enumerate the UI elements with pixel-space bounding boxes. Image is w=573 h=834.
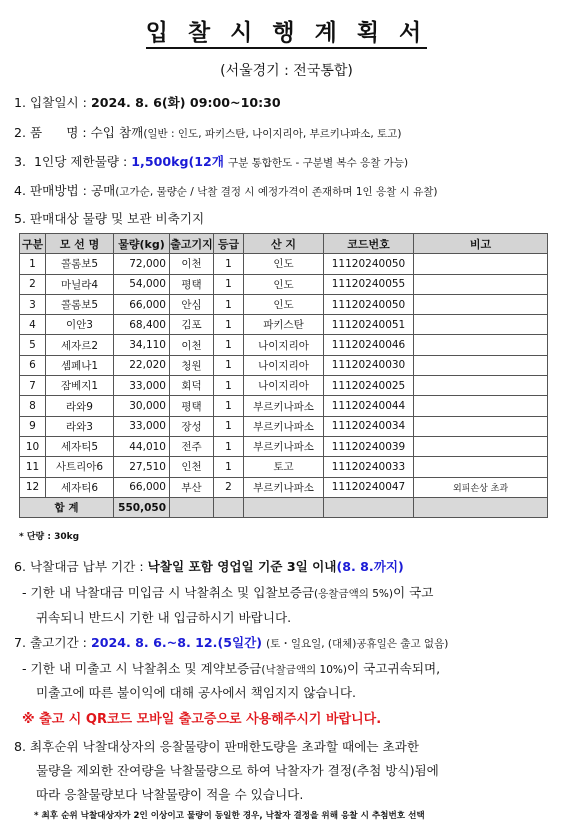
section-8-line3: 따라 응찰물량보다 낙찰물량이 적을 수 있습니다. bbox=[36, 787, 304, 802]
grade: 1 bbox=[214, 457, 244, 477]
section-3-label: 3. 1인당 제한물량 : bbox=[14, 154, 128, 169]
origin: 부르키나파소 bbox=[244, 477, 324, 497]
quantity: 66,000 bbox=[114, 294, 170, 314]
quantity: 30,000 bbox=[114, 396, 170, 416]
depot: 이천 bbox=[170, 254, 214, 274]
quantity: 22,020 bbox=[114, 355, 170, 375]
code-number: 11120240050 bbox=[324, 254, 414, 274]
remark bbox=[414, 335, 548, 355]
s6-sub-text-b: 이 국고 bbox=[392, 585, 434, 600]
release-note: (토・일요일, (대체)공휴일은 출고 없음) bbox=[266, 638, 449, 650]
section-7-sub-line1 bbox=[22, 658, 440, 677]
table-total-row bbox=[20, 497, 548, 517]
row-number: 4 bbox=[20, 315, 46, 335]
table-row bbox=[20, 355, 548, 375]
code-number: 11120240047 bbox=[324, 477, 414, 497]
quantity: 72,000 bbox=[114, 254, 170, 274]
depot: 이천 bbox=[170, 335, 214, 355]
qr-warning: ※ 출고 시 QR코드 모바일 출고증으로 사용해주시기 바랍니다. bbox=[22, 712, 382, 727]
origin: 인도 bbox=[244, 254, 324, 274]
quantity: 66,000 bbox=[114, 477, 170, 497]
code-number: 11120240055 bbox=[324, 274, 414, 294]
code-number: 11120240050 bbox=[324, 294, 414, 314]
section-1-label: 1. 입찰일시 : bbox=[14, 95, 87, 110]
section-8-line2: 물량을 제외한 잔여량을 낙찰물량으로 하여 낙찰자가 결정(추첨 방식)됨에 bbox=[36, 763, 439, 778]
grade: 1 bbox=[214, 436, 244, 456]
grade: 1 bbox=[214, 355, 244, 375]
row-number: 10 bbox=[20, 436, 46, 456]
section-1 bbox=[14, 92, 281, 111]
depot: 평택 bbox=[170, 274, 214, 294]
table-row bbox=[20, 294, 548, 314]
section-7 bbox=[14, 632, 448, 651]
quantity: 27,510 bbox=[114, 457, 170, 477]
col-header: 모 선 명 bbox=[46, 234, 114, 254]
quantity: 33,000 bbox=[114, 376, 170, 396]
row-number: 6 bbox=[20, 355, 46, 375]
remark bbox=[414, 355, 548, 375]
quantity: 44,010 bbox=[114, 436, 170, 456]
col-header: 출고기지 bbox=[170, 234, 214, 254]
col-header: 비고 bbox=[414, 234, 548, 254]
col-header: 산 지 bbox=[244, 234, 324, 254]
sale-method-note: (고가순, 물량순 / 낙찰 결정 시 예정가격이 존재하며 1인 응찰 시 유찰) bbox=[115, 186, 438, 198]
origin: 인도 bbox=[244, 294, 324, 314]
item-name: 수입 참깨 bbox=[90, 125, 144, 140]
section-3 bbox=[14, 151, 408, 170]
row-number: 12 bbox=[20, 477, 46, 497]
s6-sub-small: (응찰금액의 5%) bbox=[314, 588, 393, 600]
document-subtitle: (서울경기 : 전국통합) bbox=[220, 63, 353, 79]
vessel-name: 잠베지1 bbox=[46, 376, 114, 396]
remark bbox=[414, 416, 548, 436]
table-row bbox=[20, 254, 548, 274]
origin: 인도 bbox=[244, 274, 324, 294]
origin: 토고 bbox=[244, 457, 324, 477]
remark bbox=[414, 315, 548, 335]
col-header: 등급 bbox=[214, 234, 244, 254]
remark bbox=[414, 274, 548, 294]
bid-datetime: 2024. 8. 6(화) 09:00~10:30 bbox=[90, 95, 281, 110]
table-row bbox=[20, 315, 548, 335]
section-4 bbox=[14, 180, 437, 199]
section-2-label: 2. 품 명 : bbox=[14, 125, 87, 140]
origin: 부르키나파소 bbox=[244, 416, 324, 436]
grade: 1 bbox=[214, 396, 244, 416]
code-number: 11120240044 bbox=[324, 396, 414, 416]
remark bbox=[414, 396, 548, 416]
row-number: 11 bbox=[20, 457, 46, 477]
section-6-sub-line2: 귀속되니 반드시 기한 내 입금하시기 바랍니다. bbox=[36, 610, 292, 625]
origin: 부르키나파소 bbox=[244, 436, 324, 456]
code-number: 11120240030 bbox=[324, 355, 414, 375]
depot: 평택 bbox=[170, 396, 214, 416]
vessel-name: 콜롬보5 bbox=[46, 254, 114, 274]
vessel-name: 콜롬보5 bbox=[46, 294, 114, 314]
table-row bbox=[20, 376, 548, 396]
sale-method: 공매 bbox=[90, 183, 116, 198]
remark bbox=[414, 436, 548, 456]
table-row bbox=[20, 335, 548, 355]
table-row bbox=[20, 436, 548, 456]
vessel-name: 세자티5 bbox=[46, 436, 114, 456]
remark bbox=[414, 376, 548, 396]
section-7-label: 7. 출고기간 : bbox=[14, 635, 87, 650]
footnote: * 최후 순위 낙찰대상자가 2인 이상이고 물량이 동일한 경우, 낙찰자 결정을 위해 응찰 시 추첨번호 선택 bbox=[34, 811, 425, 821]
table-row bbox=[20, 477, 548, 497]
item-origin-note: (일반 : 인도, 파키스탄, 나이지리아, 부르키나파소, 토고) bbox=[143, 128, 402, 140]
code-number: 11120240034 bbox=[324, 416, 414, 436]
section-4-label: 4. 판매방법 : bbox=[14, 183, 87, 198]
vessel-name: 이안3 bbox=[46, 315, 114, 335]
table-row bbox=[20, 416, 548, 436]
depot: 안심 bbox=[170, 294, 214, 314]
vessel-name: 세자르2 bbox=[46, 335, 114, 355]
row-number: 9 bbox=[20, 416, 46, 436]
row-number: 7 bbox=[20, 376, 46, 396]
row-number: 3 bbox=[20, 294, 46, 314]
vessel-name: 셈페나1 bbox=[46, 355, 114, 375]
vessel-name: 사트리아6 bbox=[46, 457, 114, 477]
row-number: 8 bbox=[20, 396, 46, 416]
grade: 1 bbox=[214, 335, 244, 355]
payment-period: 낙찰일 포함 영업일 기준 3일 이내 bbox=[147, 559, 337, 574]
code-number: 11120240046 bbox=[324, 335, 414, 355]
quantity: 54,000 bbox=[114, 274, 170, 294]
s7-sub-small: (낙찰금액의 10%) bbox=[261, 664, 347, 676]
section-6-label: 6. 낙찰대금 납부 기간 : bbox=[14, 559, 144, 574]
depot: 부산 bbox=[170, 477, 214, 497]
origin: 부르키나파소 bbox=[244, 396, 324, 416]
s7-sub-text-b: 이 국고귀속되며, bbox=[346, 661, 441, 676]
remark bbox=[414, 457, 548, 477]
unit-note: * 단량 : 30kg bbox=[19, 532, 80, 542]
quantity: 34,110 bbox=[114, 335, 170, 355]
vessel-name: 라와3 bbox=[46, 416, 114, 436]
vessel-name: 라와9 bbox=[46, 396, 114, 416]
s6-sub-text-a: - 기한 내 낙찰대금 미입금 시 낙찰취소 및 입찰보증금 bbox=[22, 585, 315, 600]
origin: 파키스탄 bbox=[244, 315, 324, 335]
depot: 장성 bbox=[170, 416, 214, 436]
table-row bbox=[20, 457, 548, 477]
grade: 1 bbox=[214, 274, 244, 294]
row-number: 1 bbox=[20, 254, 46, 274]
grade: 1 bbox=[214, 315, 244, 335]
document-title: 입 찰 시 행 계 획 서 bbox=[0, 14, 573, 47]
col-header: 구분 bbox=[20, 234, 46, 254]
row-number: 2 bbox=[20, 274, 46, 294]
payment-deadline: (8. 8.까지) bbox=[336, 559, 404, 574]
origin: 나이지리아 bbox=[244, 376, 324, 396]
quantity: 68,400 bbox=[114, 315, 170, 335]
vessel-name: 마닐라4 bbox=[46, 274, 114, 294]
grade: 1 bbox=[214, 416, 244, 436]
remark bbox=[414, 294, 548, 314]
code-number: 11120240051 bbox=[324, 315, 414, 335]
stock-table bbox=[19, 233, 548, 518]
origin: 나이지리아 bbox=[244, 335, 324, 355]
remark bbox=[414, 254, 548, 274]
grade: 1 bbox=[214, 294, 244, 314]
row-number: 5 bbox=[20, 335, 46, 355]
code-number: 11120240039 bbox=[324, 436, 414, 456]
grade: 2 bbox=[214, 477, 244, 497]
section-6 bbox=[14, 556, 404, 575]
total-value: 550,050 bbox=[114, 497, 170, 517]
remark: 외피손상 초과 bbox=[414, 477, 548, 497]
depot: 김포 bbox=[170, 315, 214, 335]
code-number: 11120240033 bbox=[324, 457, 414, 477]
table-header-row bbox=[20, 234, 548, 254]
table-row bbox=[20, 396, 548, 416]
vessel-name: 세자티6 bbox=[46, 477, 114, 497]
limit-note: 구분 통합한도 - 구분별 복수 응찰 가능) bbox=[228, 157, 409, 169]
col-header: 물량(kg) bbox=[114, 234, 170, 254]
origin: 나이지리아 bbox=[244, 355, 324, 375]
section-6-sub-line1 bbox=[22, 582, 433, 601]
quantity: 33,000 bbox=[114, 416, 170, 436]
section-2 bbox=[14, 122, 401, 141]
depot: 전주 bbox=[170, 436, 214, 456]
col-header: 코드번호 bbox=[324, 234, 414, 254]
section-5: 5. 판매대상 물량 및 보관 비축기지 bbox=[14, 211, 205, 226]
section-8-line1: 8. 최후순위 낙찰대상자의 응찰물량이 판매한도량을 초과할 때에는 초과한 bbox=[14, 739, 420, 754]
depot: 회덕 bbox=[170, 376, 214, 396]
grade: 1 bbox=[214, 376, 244, 396]
depot: 인천 bbox=[170, 457, 214, 477]
grade: 1 bbox=[214, 254, 244, 274]
section-7-sub-line2: 미출고에 따른 불이익에 대해 공사에서 책임지지 않습니다. bbox=[36, 685, 356, 700]
table-row bbox=[20, 274, 548, 294]
code-number: 11120240025 bbox=[324, 376, 414, 396]
s7-sub-text-a: - 기한 내 미출고 시 낙찰취소 및 계약보증금 bbox=[22, 661, 262, 676]
depot: 청원 bbox=[170, 355, 214, 375]
release-period: 2024. 8. 6.~8. 12.(5일간) bbox=[90, 635, 263, 650]
total-label: 합 계 bbox=[20, 497, 114, 517]
limit-value: 1,500kg(12개 bbox=[131, 154, 224, 169]
